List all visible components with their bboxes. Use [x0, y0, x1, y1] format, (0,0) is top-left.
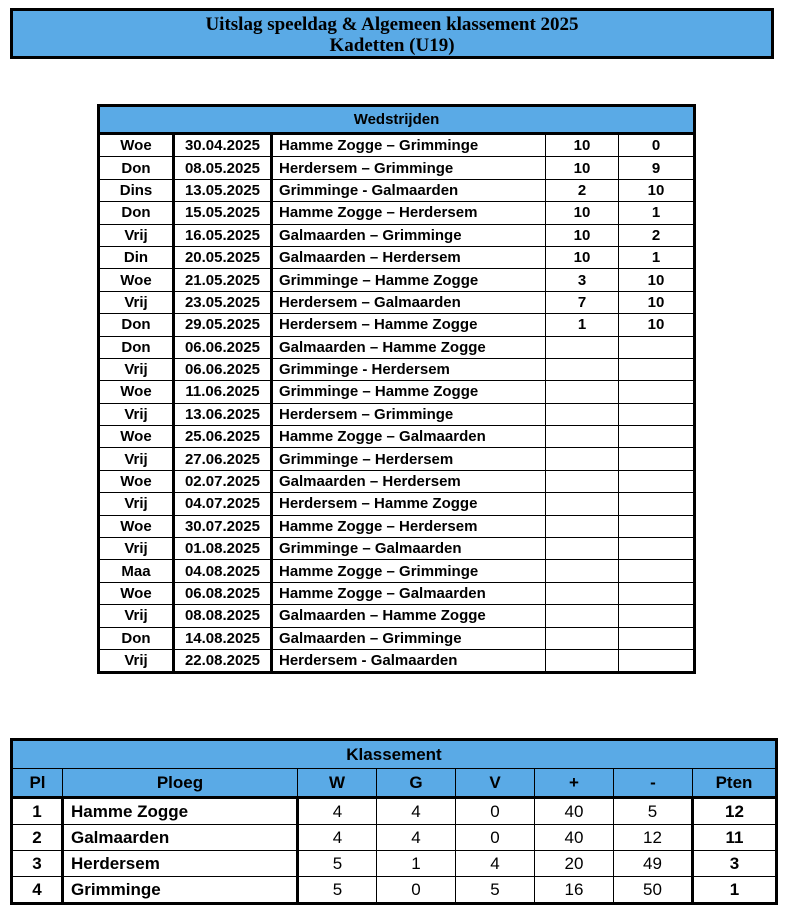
match-day: Vrij [100, 291, 174, 313]
draws: 0 [377, 877, 456, 903]
match-day: Vrij [100, 448, 174, 470]
match-row [100, 560, 693, 582]
match-score-home: 10 [546, 135, 619, 157]
match-score-away [619, 381, 694, 403]
page-subtitle: Kadetten (U19) [329, 35, 455, 56]
match-day: Vrij [100, 224, 174, 246]
match-teams: Herdersem – Galmaarden [272, 291, 546, 313]
match-score-home [546, 336, 619, 358]
match-score-home [546, 426, 619, 448]
match-date: 20.05.2025 [174, 246, 272, 268]
rank: 3 [13, 851, 63, 877]
points-against: 49 [614, 851, 693, 877]
match-score-home: 10 [546, 202, 619, 224]
match-score-away: 1 [619, 246, 694, 268]
match-day: Woe [100, 515, 174, 537]
column-header-pten: Pten [693, 769, 776, 798]
match-score-home [546, 515, 619, 537]
match-teams: Herdersem – Hamme Zogge [272, 314, 546, 336]
match-score-away: 10 [619, 179, 694, 201]
match-date: 13.05.2025 [174, 179, 272, 201]
match-row [100, 224, 693, 246]
match-score-away [619, 515, 694, 537]
match-day: Woe [100, 470, 174, 492]
match-score-away [619, 426, 694, 448]
match-teams: Grimminge – Hamme Zogge [272, 269, 546, 291]
total-points: 3 [693, 851, 776, 877]
match-score-home [546, 582, 619, 604]
match-day: Woe [100, 582, 174, 604]
standings-table [10, 738, 778, 905]
match-score-home [546, 560, 619, 582]
points-against: 12 [614, 825, 693, 851]
match-score-away [619, 403, 694, 425]
match-score-away [619, 627, 694, 649]
match-date: 14.08.2025 [174, 627, 272, 649]
match-day: Vrij [100, 358, 174, 380]
match-date: 25.06.2025 [174, 426, 272, 448]
match-score-home [546, 605, 619, 627]
match-row [100, 403, 693, 425]
match-teams: Hamme Zogge – Grimminge [272, 135, 546, 157]
points-for: 40 [535, 798, 614, 825]
match-row [100, 269, 693, 291]
match-score-home [546, 403, 619, 425]
match-date: 29.05.2025 [174, 314, 272, 336]
match-teams: Galmaarden – Grimminge [272, 224, 546, 246]
match-row [100, 538, 693, 560]
match-score-away [619, 358, 694, 380]
match-teams: Grimminge – Herdersem [272, 448, 546, 470]
match-teams: Grimminge – Galmaarden [272, 538, 546, 560]
standings-row [13, 825, 775, 851]
column-header-pl: Pl [13, 769, 63, 798]
match-teams: Grimminge - Galmaarden [272, 179, 546, 201]
column-header-plus: + [535, 769, 614, 798]
match-day: Vrij [100, 649, 174, 671]
points-for: 20 [535, 851, 614, 877]
match-score-home: 7 [546, 291, 619, 313]
match-score-away: 10 [619, 269, 694, 291]
standings-row [13, 877, 775, 903]
match-row [100, 358, 693, 380]
standings-row [13, 851, 775, 877]
match-row [100, 470, 693, 492]
match-row [100, 314, 693, 336]
match-day: Don [100, 314, 174, 336]
standings-header: Klassement [13, 741, 775, 769]
match-date: 30.04.2025 [174, 135, 272, 157]
match-date: 06.08.2025 [174, 582, 272, 604]
rank: 1 [13, 798, 63, 825]
match-teams: Herdersem – Grimminge [272, 157, 546, 179]
match-score-home: 10 [546, 246, 619, 268]
losses: 0 [456, 798, 535, 825]
total-points: 11 [693, 825, 776, 851]
draws: 4 [377, 798, 456, 825]
match-date: 22.08.2025 [174, 649, 272, 671]
match-teams: Galmaarden – Hamme Zogge [272, 336, 546, 358]
matches-body [100, 135, 693, 671]
match-date: 27.06.2025 [174, 448, 272, 470]
draws: 4 [377, 825, 456, 851]
match-score-away: 0 [619, 135, 694, 157]
match-teams: Galmaarden – Hamme Zogge [272, 605, 546, 627]
match-teams: Herdersem - Galmaarden [272, 649, 546, 671]
match-row [100, 291, 693, 313]
match-date: 11.06.2025 [174, 381, 272, 403]
standings-row [13, 798, 775, 825]
match-day: Woe [100, 381, 174, 403]
match-score-home [546, 538, 619, 560]
wins: 5 [298, 877, 377, 903]
match-row [100, 649, 693, 671]
match-score-home: 10 [546, 157, 619, 179]
match-teams: Hamme Zogge – Herdersem [272, 202, 546, 224]
match-row [100, 605, 693, 627]
match-teams: Grimminge – Hamme Zogge [272, 381, 546, 403]
rank: 4 [13, 877, 63, 903]
matches-table [97, 104, 696, 674]
match-day: Vrij [100, 538, 174, 560]
match-score-home: 1 [546, 314, 619, 336]
match-date: 08.05.2025 [174, 157, 272, 179]
match-date: 13.06.2025 [174, 403, 272, 425]
points-against: 50 [614, 877, 693, 903]
team-name: Galmaarden [63, 825, 298, 851]
match-row [100, 627, 693, 649]
match-day: Din [100, 246, 174, 268]
match-score-away [619, 560, 694, 582]
match-score-away [619, 538, 694, 560]
match-row [100, 493, 693, 515]
match-row [100, 157, 693, 179]
team-name: Grimminge [63, 877, 298, 903]
match-date: 04.07.2025 [174, 493, 272, 515]
match-score-home: 2 [546, 179, 619, 201]
match-teams: Hamme Zogge – Herdersem [272, 515, 546, 537]
match-date: 16.05.2025 [174, 224, 272, 246]
match-score-home: 10 [546, 224, 619, 246]
match-score-away: 9 [619, 157, 694, 179]
wins: 4 [298, 825, 377, 851]
match-score-home: 3 [546, 269, 619, 291]
match-day: Vrij [100, 403, 174, 425]
column-header-v: V [456, 769, 535, 798]
match-day: Maa [100, 560, 174, 582]
match-score-away: 10 [619, 314, 694, 336]
match-score-away: 2 [619, 224, 694, 246]
wins: 5 [298, 851, 377, 877]
match-teams: Grimminge - Herdersem [272, 358, 546, 380]
match-row [100, 179, 693, 201]
losses: 0 [456, 825, 535, 851]
match-date: 08.08.2025 [174, 605, 272, 627]
match-date: 06.06.2025 [174, 336, 272, 358]
losses: 4 [456, 851, 535, 877]
match-date: 15.05.2025 [174, 202, 272, 224]
match-date: 06.06.2025 [174, 358, 272, 380]
total-points: 12 [693, 798, 776, 825]
match-row [100, 336, 693, 358]
match-row [100, 246, 693, 268]
match-score-home [546, 448, 619, 470]
match-day: Don [100, 336, 174, 358]
match-teams: Hamme Zogge – Galmaarden [272, 426, 546, 448]
match-row [100, 448, 693, 470]
match-teams: Galmaarden – Herdersem [272, 246, 546, 268]
match-day: Dins [100, 179, 174, 201]
wins: 4 [298, 798, 377, 825]
match-score-away [619, 493, 694, 515]
match-score-away: 1 [619, 202, 694, 224]
match-score-away [619, 448, 694, 470]
rank: 2 [13, 825, 63, 851]
team-name: Herdersem [63, 851, 298, 877]
match-score-away [619, 649, 694, 671]
losses: 5 [456, 877, 535, 903]
match-teams: Galmaarden – Grimminge [272, 627, 546, 649]
match-date: 30.07.2025 [174, 515, 272, 537]
match-score-home [546, 358, 619, 380]
column-header-ploeg: Ploeg [63, 769, 298, 798]
total-points: 1 [693, 877, 776, 903]
match-day: Woe [100, 135, 174, 157]
column-header-w: W [298, 769, 377, 798]
match-date: 04.08.2025 [174, 560, 272, 582]
page-title: Uitslag speeldag & Algemeen klassement 2025 [205, 14, 579, 35]
match-score-home [546, 649, 619, 671]
match-row [100, 515, 693, 537]
standings-column-row [13, 769, 775, 798]
match-score-away: 10 [619, 291, 694, 313]
points-for: 16 [535, 877, 614, 903]
draws: 1 [377, 851, 456, 877]
match-row [100, 426, 693, 448]
match-day: Don [100, 157, 174, 179]
match-teams: Hamme Zogge – Grimminge [272, 560, 546, 582]
column-header-g: G [377, 769, 456, 798]
match-date: 21.05.2025 [174, 269, 272, 291]
match-teams: Galmaarden – Herdersem [272, 470, 546, 492]
match-day: Woe [100, 426, 174, 448]
match-score-home [546, 493, 619, 515]
match-row [100, 381, 693, 403]
points-against: 5 [614, 798, 693, 825]
column-header-minus: - [614, 769, 693, 798]
match-teams: Herdersem – Hamme Zogge [272, 493, 546, 515]
match-score-away [619, 605, 694, 627]
match-date: 23.05.2025 [174, 291, 272, 313]
match-day: Woe [100, 269, 174, 291]
match-date: 02.07.2025 [174, 470, 272, 492]
match-day: Vrij [100, 605, 174, 627]
match-score-home [546, 470, 619, 492]
team-name: Hamme Zogge [63, 798, 298, 825]
match-row [100, 582, 693, 604]
match-date: 01.08.2025 [174, 538, 272, 560]
matches-header: Wedstrijden [100, 107, 693, 135]
points-for: 40 [535, 825, 614, 851]
match-day: Vrij [100, 493, 174, 515]
match-day: Don [100, 627, 174, 649]
match-day: Don [100, 202, 174, 224]
page-title-banner [10, 8, 774, 59]
match-score-home [546, 381, 619, 403]
match-score-away [619, 336, 694, 358]
match-teams: Hamme Zogge – Galmaarden [272, 582, 546, 604]
match-row [100, 202, 693, 224]
match-score-away [619, 582, 694, 604]
match-teams: Herdersem – Grimminge [272, 403, 546, 425]
match-score-home [546, 627, 619, 649]
match-score-away [619, 470, 694, 492]
standings-body [13, 798, 775, 903]
match-row [100, 135, 693, 157]
